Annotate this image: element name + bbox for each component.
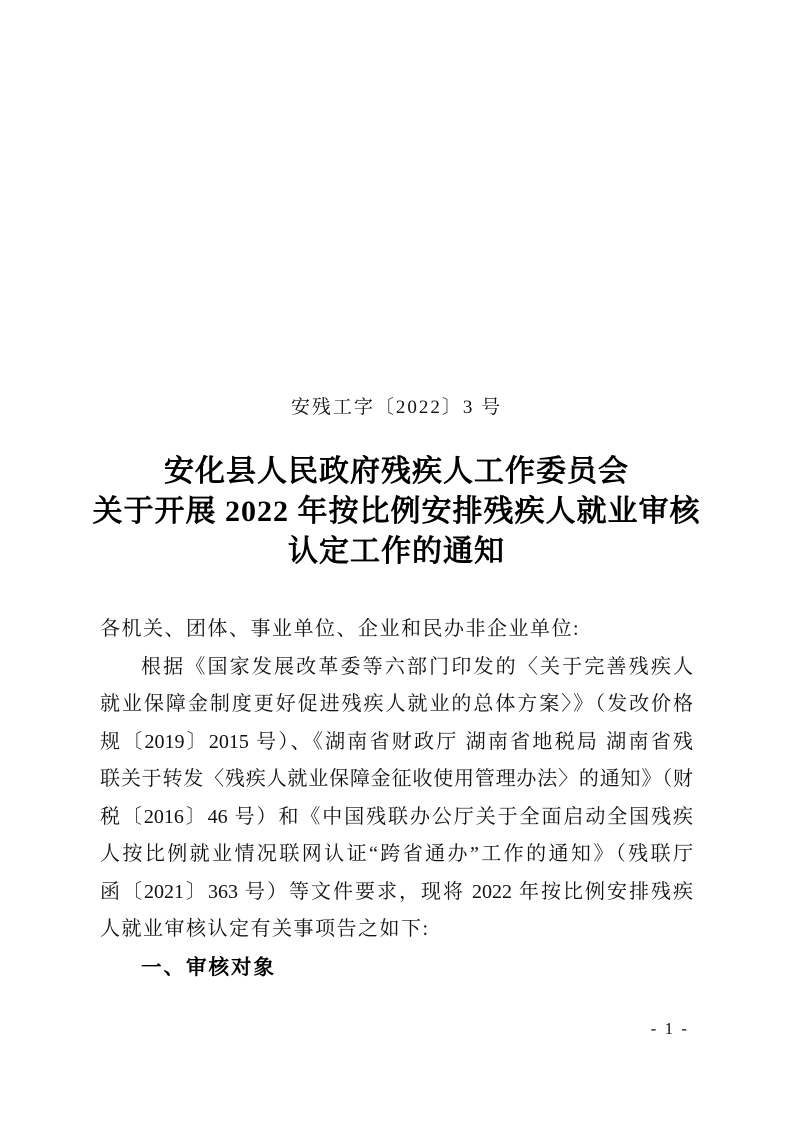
page-number: - 1 - xyxy=(650,1019,689,1038)
body-line: 规〔2019〕2015 号）、《湖南省财政厅 湖南省地税局 湖南省残 xyxy=(100,730,693,753)
body-line: 联关于转发〈残疾人就业保障金征收使用管理办法〉的通知》（财 xyxy=(100,768,693,790)
title-line-2: 关于开展 2022 年按比例安排残疾人就业审核 xyxy=(92,495,701,528)
document-title xyxy=(0,452,793,572)
body-line: 人就业审核认定有关事项告之如下: xyxy=(100,918,430,940)
title-line-1: 安化县人民政府残疾人工作委员会 xyxy=(164,455,629,488)
body-line: 人按比例就业情况联网认证“跨省通办”工作的通知》（残联厅 xyxy=(100,843,693,865)
body-line: 函〔2021〕363 号）等文件要求，现将 2022 年按比例安排残疾 xyxy=(100,880,693,903)
body-line: 根据《国家发展改革委等六部门印发的〈关于完善残疾人 xyxy=(141,655,693,678)
salutation-line: 各机关、团体、事业单位、企业和民办非企业单位: xyxy=(100,618,581,640)
body-line: 税〔2016〕46 号）和《中国残联办公厅关于全面启动全国残疾 xyxy=(100,805,693,828)
body-line: 就业保障金制度更好促进残疾人就业的总体方案〉》（发改价格 xyxy=(100,693,693,715)
document-number: 安残工字〔2022〕3 号 xyxy=(290,397,503,418)
section-heading-audit-targets: 一、审核对象 xyxy=(141,955,276,979)
title-line-3: 认定工作的通知 xyxy=(288,535,505,568)
document-body xyxy=(100,611,693,986)
